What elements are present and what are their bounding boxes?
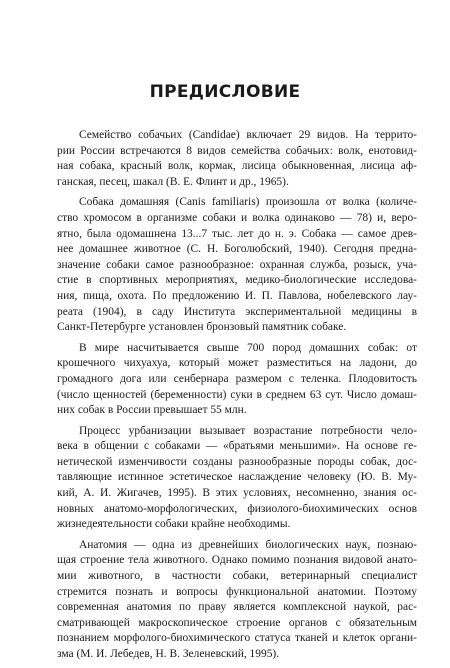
text-line: рии России встречаются 8 видов семейства собачьих: волк, енотовид- [57, 144, 417, 157]
text-line: крошечного чихуахуа, который может разместиться на ладони, до [57, 357, 417, 370]
paragraph-3 [57, 341, 417, 419]
text-line: ство хромосом в организме собаки и волка одинаково — 78) и, веро- [57, 211, 417, 224]
text-line: В мире насчитывается свыше 700 пород домашних собак: от [79, 341, 417, 354]
text-line: тавляющие истинное эстетическое наслаждение человеку (Ю. В. Му- [57, 471, 417, 484]
paragraph-1 [57, 128, 417, 190]
text-line: стие в спортивных мероприятиях, медико-биологические исследова- [57, 274, 417, 287]
text-line: сматривающей макроскопическое строение органов с обязательным [57, 616, 417, 629]
text-line: Санкт-Петербурге установлен бронзовый памятник собаке. [57, 321, 347, 334]
text-line: ная собака, красный волк, кормак, лисица обыкновенная, лисица аф- [57, 160, 417, 173]
paragraph-2 [57, 195, 417, 335]
text-line: Семейство собачьих (Candidae) включает 29 видов. На террито- [79, 129, 417, 141]
text-line: стремится познать и вопросы функциональной анатомии. Поэтому [57, 585, 417, 598]
text-line: Анатомия — одна из древнейших биологических наук, познаю- [79, 538, 417, 551]
paragraph-4 [57, 424, 417, 533]
text-line: новных анатомо-морфологических, физиолого-биохимических основ [57, 502, 417, 515]
text-line: (число щенностей (беременности) суки в среднем 63 сут. Число домаш- [57, 388, 417, 401]
text-line: значение собаки самое разнообразное: охранная служба, розыск, уча- [57, 258, 417, 271]
text-line: громадного дога или сенбернара размером с теленка. Плодовитость [57, 372, 417, 385]
paragraph-5 [57, 538, 417, 663]
text-line: кий, А. И. Жигачев, 1995). В этих условиях, несомненно, знания ос- [57, 487, 417, 500]
text-line: познанием морфолого-биохимического статуса тканей и клеток органи- [57, 632, 417, 645]
text-line: мии животного, в частности собаки, ветеринарный специалист [57, 570, 417, 583]
body-text [57, 128, 417, 668]
text-line: щая строение тела животного. Однако помимо познания видовой анато- [57, 554, 417, 567]
text-line: Процесс урбанизации вызывает возрастание потребности чело- [79, 424, 417, 437]
page-heading: ПРЕДИСЛОВИЕ [149, 82, 301, 102]
text-line: реата (1904), в саду Института экспериментальной медицины в [57, 305, 417, 318]
text-line: нетической изменчивости созданы разнообразные породы собак, дос- [57, 455, 417, 468]
text-line: зма (М. И. Лебедев, Н. В. Зеленевский, 1995). [57, 648, 280, 660]
text-line: них собак в России превышает 55 млн. [57, 404, 247, 417]
text-line: века в общении с собаками — «братьями меньшими». На основе ге- [57, 440, 417, 453]
text-line: ганская, песец, шакал (В. Е. Флинт и др., 1965). [57, 175, 289, 188]
text-line: Собака домашняя (Canis familiaris) произошла от волка (количе- [79, 196, 417, 209]
text-line: современная анатомия по праву является комплексной наукой, рас- [57, 601, 417, 614]
text-line: жизнедеятельности собаки крайне необходимы. [57, 518, 291, 531]
text-line: нее домашнее животное (С. Н. Боголюбский, 1940). Сегодня предна- [57, 243, 417, 256]
text-line: ния, пища, охота. По предложению И. П. Павлова, нобелевского лау- [57, 289, 417, 302]
text-line: ятно, была одомашнена 13...7 тыс. лет до н. э. Собака — самое древ- [57, 227, 417, 240]
